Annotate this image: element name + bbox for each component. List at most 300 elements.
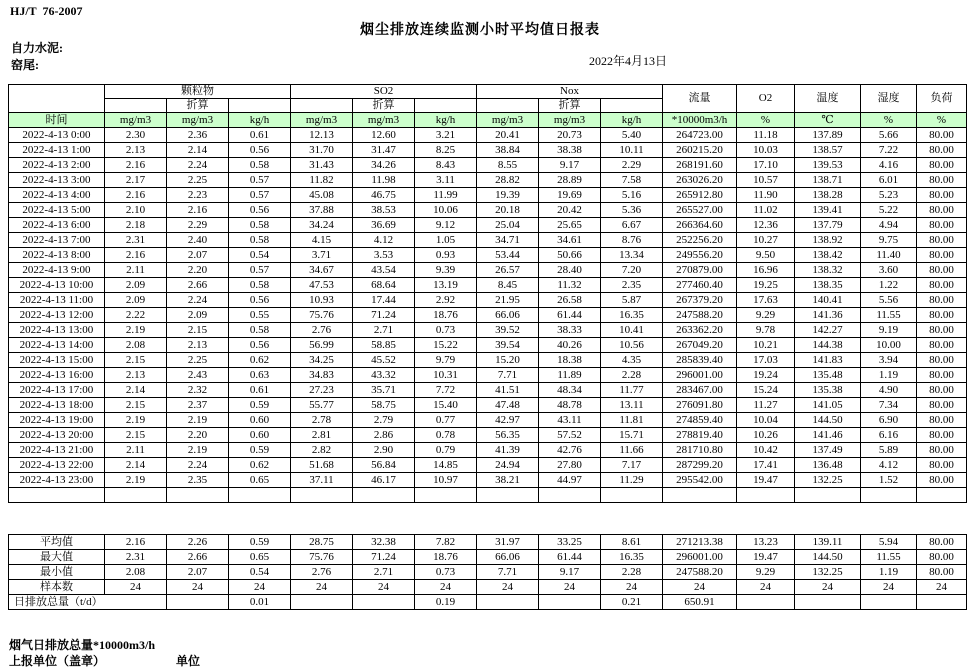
value-cell: 136.48 — [795, 458, 861, 473]
value-cell: 4.90 — [861, 383, 917, 398]
empty-cell — [9, 488, 105, 503]
summary-value-cell: 24 — [795, 580, 861, 595]
value-cell: 48.78 — [539, 398, 601, 413]
value-cell: 2.13 — [105, 143, 167, 158]
value-cell: 7.34 — [861, 398, 917, 413]
value-cell: 11.02 — [737, 203, 795, 218]
value-cell: 0.57 — [229, 188, 291, 203]
value-cell: 0.58 — [229, 233, 291, 248]
value-cell: 41.39 — [477, 443, 539, 458]
value-cell: 2.15 — [105, 428, 167, 443]
value-cell: 1.52 — [861, 473, 917, 488]
unit-header: % — [917, 113, 967, 128]
corner-cell — [9, 85, 105, 113]
value-cell: 80.00 — [917, 308, 967, 323]
value-cell: 138.35 — [795, 278, 861, 293]
blank-cell — [229, 99, 291, 113]
value-cell: 9.50 — [737, 248, 795, 263]
unit-header: *10000m3/h — [663, 113, 737, 128]
value-cell: 40.26 — [539, 338, 601, 353]
value-cell: 80.00 — [917, 458, 967, 473]
value-cell: 265912.80 — [663, 188, 737, 203]
hour-row — [9, 293, 967, 308]
value-cell: 2.15 — [167, 323, 229, 338]
value-cell: 2.10 — [105, 203, 167, 218]
summary-value-cell: 8.61 — [601, 535, 663, 550]
value-cell: 34.26 — [353, 158, 415, 173]
summary-value-cell: 18.76 — [415, 550, 477, 565]
value-cell: 6.67 — [601, 218, 663, 233]
hour-row — [9, 308, 967, 323]
value-cell: 9.12 — [415, 218, 477, 233]
value-cell: 12.60 — [353, 128, 415, 143]
value-cell: 0.73 — [415, 323, 477, 338]
value-cell: 2.18 — [105, 218, 167, 233]
value-cell: 34.67 — [291, 263, 353, 278]
time-cell: 2022-4-13 8:00 — [9, 248, 105, 263]
value-cell: 138.42 — [795, 248, 861, 263]
empty-cell — [105, 488, 167, 503]
value-cell: 80.00 — [917, 218, 967, 233]
value-cell: 8.55 — [477, 158, 539, 173]
value-cell: 263026.20 — [663, 173, 737, 188]
hour-row — [9, 323, 967, 338]
value-cell: 5.23 — [861, 188, 917, 203]
value-cell: 10.42 — [737, 443, 795, 458]
group-nox: Nox — [477, 85, 663, 99]
daily-total-cell: 0.19 — [415, 595, 477, 610]
hour-row — [9, 203, 967, 218]
value-cell: 25.65 — [539, 218, 601, 233]
time-cell: 2022-4-13 11:00 — [9, 293, 105, 308]
value-cell: 80.00 — [917, 233, 967, 248]
value-cell: 276091.80 — [663, 398, 737, 413]
value-cell: 141.05 — [795, 398, 861, 413]
empty-cell — [539, 488, 601, 503]
value-cell: 9.19 — [861, 323, 917, 338]
value-cell: 11.27 — [737, 398, 795, 413]
value-cell: 0.56 — [229, 203, 291, 218]
value-cell: 11.55 — [861, 308, 917, 323]
summary-row-label: 最小值 — [9, 565, 105, 580]
value-cell: 0.55 — [229, 308, 291, 323]
value-cell: 3.21 — [415, 128, 477, 143]
value-cell: 9.78 — [737, 323, 795, 338]
value-cell: 2.20 — [167, 428, 229, 443]
summary-value-cell: 75.76 — [291, 550, 353, 565]
value-cell: 0.58 — [229, 323, 291, 338]
value-cell: 3.53 — [353, 248, 415, 263]
value-cell: 10.41 — [601, 323, 663, 338]
time-header: 时间 — [9, 113, 105, 128]
value-cell: 2.90 — [353, 443, 415, 458]
value-cell: 19.24 — [737, 368, 795, 383]
value-cell: 0.63 — [229, 368, 291, 383]
value-cell: 47.48 — [477, 398, 539, 413]
summary-value-cell: 80.00 — [917, 550, 967, 565]
value-cell: 11.89 — [539, 368, 601, 383]
hour-row — [9, 248, 967, 263]
value-cell: 5.56 — [861, 293, 917, 308]
value-cell: 9.17 — [539, 158, 601, 173]
page-title: 烟尘排放连续监测小时平均值日报表 — [360, 23, 600, 38]
value-cell: 43.54 — [353, 263, 415, 278]
value-cell: 10.04 — [737, 413, 795, 428]
hour-row — [9, 128, 967, 143]
value-cell: 15.24 — [737, 383, 795, 398]
value-cell: 0.56 — [229, 293, 291, 308]
group-header-row — [9, 85, 967, 99]
value-cell: 138.92 — [795, 233, 861, 248]
time-cell: 2022-4-13 12:00 — [9, 308, 105, 323]
value-cell: 38.84 — [477, 143, 539, 158]
value-cell: 12.36 — [737, 218, 795, 233]
time-cell: 2022-4-13 22:00 — [9, 458, 105, 473]
summary-value-cell: 2.31 — [105, 550, 167, 565]
summary-value-cell: 31.97 — [477, 535, 539, 550]
value-cell: 9.39 — [415, 263, 477, 278]
hour-row — [9, 398, 967, 413]
converted-label-so2: 折算 — [353, 99, 415, 113]
summary-value-cell: 247588.20 — [663, 565, 737, 580]
value-cell: 58.85 — [353, 338, 415, 353]
value-cell: 34.24 — [291, 218, 353, 233]
value-cell: 66.06 — [477, 308, 539, 323]
empty-cell — [415, 488, 477, 503]
unit-header: mg/m3 — [353, 113, 415, 128]
value-cell: 10.21 — [737, 338, 795, 353]
company-label: 自力水泥: — [11, 41, 63, 55]
summary-value-cell: 24 — [229, 580, 291, 595]
value-cell: 39.54 — [477, 338, 539, 353]
hour-row — [9, 473, 967, 488]
hour-row — [9, 218, 967, 233]
value-cell: 19.25 — [737, 278, 795, 293]
value-cell: 2.20 — [167, 263, 229, 278]
value-cell: 80.00 — [917, 158, 967, 173]
summary-value-cell: 7.82 — [415, 535, 477, 550]
daily-total-row — [9, 595, 967, 610]
time-cell: 2022-4-13 6:00 — [9, 218, 105, 233]
unit-header: mg/m3 — [167, 113, 229, 128]
value-cell: 2.25 — [167, 173, 229, 188]
summary-value-cell: 19.47 — [737, 550, 795, 565]
value-cell: 56.35 — [477, 428, 539, 443]
value-cell: 10.93 — [291, 293, 353, 308]
value-cell: 58.75 — [353, 398, 415, 413]
summary-value-cell: 24 — [415, 580, 477, 595]
empty-cell — [737, 488, 795, 503]
hour-row — [9, 188, 967, 203]
value-cell: 2.92 — [415, 293, 477, 308]
value-cell: 10.06 — [415, 203, 477, 218]
value-cell: 13.19 — [415, 278, 477, 293]
value-cell: 71.24 — [353, 308, 415, 323]
value-cell: 2.07 — [167, 248, 229, 263]
daily-total-cell — [539, 595, 601, 610]
value-cell: 80.00 — [917, 278, 967, 293]
time-cell: 2022-4-13 4:00 — [9, 188, 105, 203]
summary-row-label: 样本数 — [9, 580, 105, 595]
value-cell: 0.57 — [229, 263, 291, 278]
value-cell: 18.38 — [539, 353, 601, 368]
blank-cell — [601, 99, 663, 113]
value-cell: 31.47 — [353, 143, 415, 158]
value-cell: 252256.20 — [663, 233, 737, 248]
value-cell: 11.98 — [353, 173, 415, 188]
value-cell: 25.04 — [477, 218, 539, 233]
value-cell: 141.46 — [795, 428, 861, 443]
value-cell: 80.00 — [917, 128, 967, 143]
summary-value-cell: 24 — [917, 580, 967, 595]
group-o2: O2 — [737, 85, 795, 113]
value-cell: 75.76 — [291, 308, 353, 323]
value-cell: 27.23 — [291, 383, 353, 398]
value-cell: 142.27 — [795, 323, 861, 338]
value-cell: 138.71 — [795, 173, 861, 188]
value-cell: 11.66 — [601, 443, 663, 458]
value-cell: 19.69 — [539, 188, 601, 203]
value-cell: 28.40 — [539, 263, 601, 278]
value-cell: 137.49 — [795, 443, 861, 458]
unit-header: kg/h — [229, 113, 291, 128]
value-cell: 296001.00 — [663, 368, 737, 383]
value-cell: 0.65 — [229, 473, 291, 488]
value-cell: 2.19 — [105, 413, 167, 428]
value-cell: 15.71 — [601, 428, 663, 443]
value-cell: 57.52 — [539, 428, 601, 443]
time-cell: 2022-4-13 7:00 — [9, 233, 105, 248]
summary-value-cell: 2.71 — [353, 565, 415, 580]
summary-row — [9, 550, 967, 565]
summary-value-cell: 2.08 — [105, 565, 167, 580]
time-cell: 2022-4-13 19:00 — [9, 413, 105, 428]
value-cell: 0.62 — [229, 353, 291, 368]
value-cell: 80.00 — [917, 368, 967, 383]
value-cell: 270879.00 — [663, 263, 737, 278]
value-cell: 5.40 — [601, 128, 663, 143]
summary-value-cell: 24 — [105, 580, 167, 595]
hour-row — [9, 383, 967, 398]
time-cell: 2022-4-13 18:00 — [9, 398, 105, 413]
value-cell: 20.42 — [539, 203, 601, 218]
value-cell: 2.16 — [167, 203, 229, 218]
value-cell: 51.68 — [291, 458, 353, 473]
value-cell: 5.36 — [601, 203, 663, 218]
summary-value-cell: 139.11 — [795, 535, 861, 550]
value-cell: 137.79 — [795, 218, 861, 233]
value-cell: 10.00 — [861, 338, 917, 353]
value-cell: 2.08 — [105, 338, 167, 353]
value-cell: 80.00 — [917, 398, 967, 413]
value-cell: 8.25 — [415, 143, 477, 158]
value-cell: 2.43 — [167, 368, 229, 383]
value-cell: 7.17 — [601, 458, 663, 473]
blank-cell — [415, 99, 477, 113]
value-cell: 7.72 — [415, 383, 477, 398]
value-cell: 264723.00 — [663, 128, 737, 143]
value-cell: 260215.20 — [663, 143, 737, 158]
value-cell: 11.29 — [601, 473, 663, 488]
summary-value-cell: 11.55 — [861, 550, 917, 565]
summary-value-cell: 24 — [601, 580, 663, 595]
value-cell: 135.38 — [795, 383, 861, 398]
value-cell: 281710.80 — [663, 443, 737, 458]
value-cell: 4.16 — [861, 158, 917, 173]
value-cell: 0.56 — [229, 143, 291, 158]
value-cell: 278819.40 — [663, 428, 737, 443]
value-cell: 28.89 — [539, 173, 601, 188]
value-cell: 287299.20 — [663, 458, 737, 473]
time-cell: 2022-4-13 10:00 — [9, 278, 105, 293]
value-cell: 4.12 — [861, 458, 917, 473]
value-cell: 13.34 — [601, 248, 663, 263]
hour-row — [9, 458, 967, 473]
value-cell: 0.61 — [229, 128, 291, 143]
summary-value-cell: 2.28 — [601, 565, 663, 580]
value-cell: 11.77 — [601, 383, 663, 398]
flue-gas-daily-total-label: 烟气日排放总量*10000m3/h — [9, 638, 156, 652]
value-cell: 80.00 — [917, 473, 967, 488]
value-cell: 68.64 — [353, 278, 415, 293]
summary-value-cell: 24 — [353, 580, 415, 595]
value-cell: 55.77 — [291, 398, 353, 413]
value-cell: 266364.60 — [663, 218, 737, 233]
summary-table — [8, 534, 967, 610]
value-cell: 18.76 — [415, 308, 477, 323]
empty-cell — [663, 488, 737, 503]
time-cell: 2022-4-13 15:00 — [9, 353, 105, 368]
value-cell: 5.89 — [861, 443, 917, 458]
value-cell: 267379.20 — [663, 293, 737, 308]
value-cell: 2.78 — [291, 413, 353, 428]
unit-header: mg/m3 — [539, 113, 601, 128]
value-cell: 21.95 — [477, 293, 539, 308]
daily-total-cell: 0.01 — [229, 595, 291, 610]
value-cell: 0.59 — [229, 398, 291, 413]
value-cell: 3.11 — [415, 173, 477, 188]
summary-value-cell: 271213.38 — [663, 535, 737, 550]
value-cell: 7.22 — [861, 143, 917, 158]
value-cell: 42.97 — [477, 413, 539, 428]
hour-row — [9, 263, 967, 278]
converted-label-pm: 折算 — [167, 99, 229, 113]
value-cell: 10.57 — [737, 173, 795, 188]
value-cell: 2.32 — [167, 383, 229, 398]
value-cell: 80.00 — [917, 323, 967, 338]
hour-row — [9, 428, 967, 443]
hour-row — [9, 338, 967, 353]
station-label: 窑尾: — [11, 58, 39, 72]
reporting-unit-seal-label: 上报单位（盖章） — [9, 654, 106, 668]
value-cell: 2.09 — [167, 308, 229, 323]
time-cell: 2022-4-13 9:00 — [9, 263, 105, 278]
summary-value-cell: 80.00 — [917, 535, 967, 550]
value-cell: 11.40 — [861, 248, 917, 263]
value-cell: 53.44 — [477, 248, 539, 263]
hour-row — [9, 413, 967, 428]
value-cell: 7.58 — [601, 173, 663, 188]
group-so2: SO2 — [291, 85, 477, 99]
value-cell: 2.31 — [105, 233, 167, 248]
summary-value-cell: 24 — [737, 580, 795, 595]
summary-value-cell: 0.65 — [229, 550, 291, 565]
converted-label-nox: 折算 — [539, 99, 601, 113]
value-cell: 2.19 — [105, 473, 167, 488]
value-cell: 10.27 — [737, 233, 795, 248]
value-cell: 10.03 — [737, 143, 795, 158]
value-cell: 144.38 — [795, 338, 861, 353]
summary-value-cell: 24 — [539, 580, 601, 595]
value-cell: 44.97 — [539, 473, 601, 488]
empty-cell — [353, 488, 415, 503]
summary-value-cell: 132.25 — [795, 565, 861, 580]
value-cell: 2.82 — [291, 443, 353, 458]
value-cell: 80.00 — [917, 443, 967, 458]
value-cell: 6.01 — [861, 173, 917, 188]
time-cell: 2022-4-13 1:00 — [9, 143, 105, 158]
group-temp: 温度 — [795, 85, 861, 113]
summary-value-cell: 5.94 — [861, 535, 917, 550]
summary-value-cell: 13.23 — [737, 535, 795, 550]
value-cell: 80.00 — [917, 353, 967, 368]
value-cell: 1.19 — [861, 368, 917, 383]
hour-row — [9, 278, 967, 293]
value-cell: 24.94 — [477, 458, 539, 473]
time-cell: 2022-4-13 16:00 — [9, 368, 105, 383]
value-cell: 11.99 — [415, 188, 477, 203]
daily-total-cell — [917, 595, 967, 610]
value-cell: 5.22 — [861, 203, 917, 218]
value-cell: 7.71 — [477, 368, 539, 383]
value-cell: 15.40 — [415, 398, 477, 413]
time-cell: 2022-4-13 23:00 — [9, 473, 105, 488]
value-cell: 2.29 — [167, 218, 229, 233]
value-cell: 2.79 — [353, 413, 415, 428]
value-cell: 45.52 — [353, 353, 415, 368]
daily-total-label: 日排放总量（t/d） — [9, 595, 167, 610]
value-cell: 138.57 — [795, 143, 861, 158]
time-cell: 2022-4-13 2:00 — [9, 158, 105, 173]
daily-total-cell — [167, 595, 229, 610]
value-cell: 0.58 — [229, 278, 291, 293]
value-cell: 0.62 — [229, 458, 291, 473]
value-cell: 2.13 — [105, 368, 167, 383]
value-cell: 80.00 — [917, 413, 967, 428]
value-cell: 8.43 — [415, 158, 477, 173]
summary-value-cell: 9.17 — [539, 565, 601, 580]
time-cell: 2022-4-13 17:00 — [9, 383, 105, 398]
value-cell: 6.90 — [861, 413, 917, 428]
summary-value-cell: 2.76 — [291, 565, 353, 580]
daily-total-cell — [353, 595, 415, 610]
time-cell: 2022-4-13 3:00 — [9, 173, 105, 188]
summary-value-cell: 144.50 — [795, 550, 861, 565]
value-cell: 139.53 — [795, 158, 861, 173]
value-cell: 3.60 — [861, 263, 917, 278]
unit-header: kg/h — [601, 113, 663, 128]
value-cell: 42.76 — [539, 443, 601, 458]
value-cell: 274859.40 — [663, 413, 737, 428]
unit-header: kg/h — [415, 113, 477, 128]
unit-header: mg/m3 — [291, 113, 353, 128]
value-cell: 14.85 — [415, 458, 477, 473]
value-cell: 17.03 — [737, 353, 795, 368]
value-cell: 0.60 — [229, 413, 291, 428]
value-cell: 5.16 — [601, 188, 663, 203]
summary-value-cell: 24 — [291, 580, 353, 595]
value-cell: 2.16 — [105, 188, 167, 203]
